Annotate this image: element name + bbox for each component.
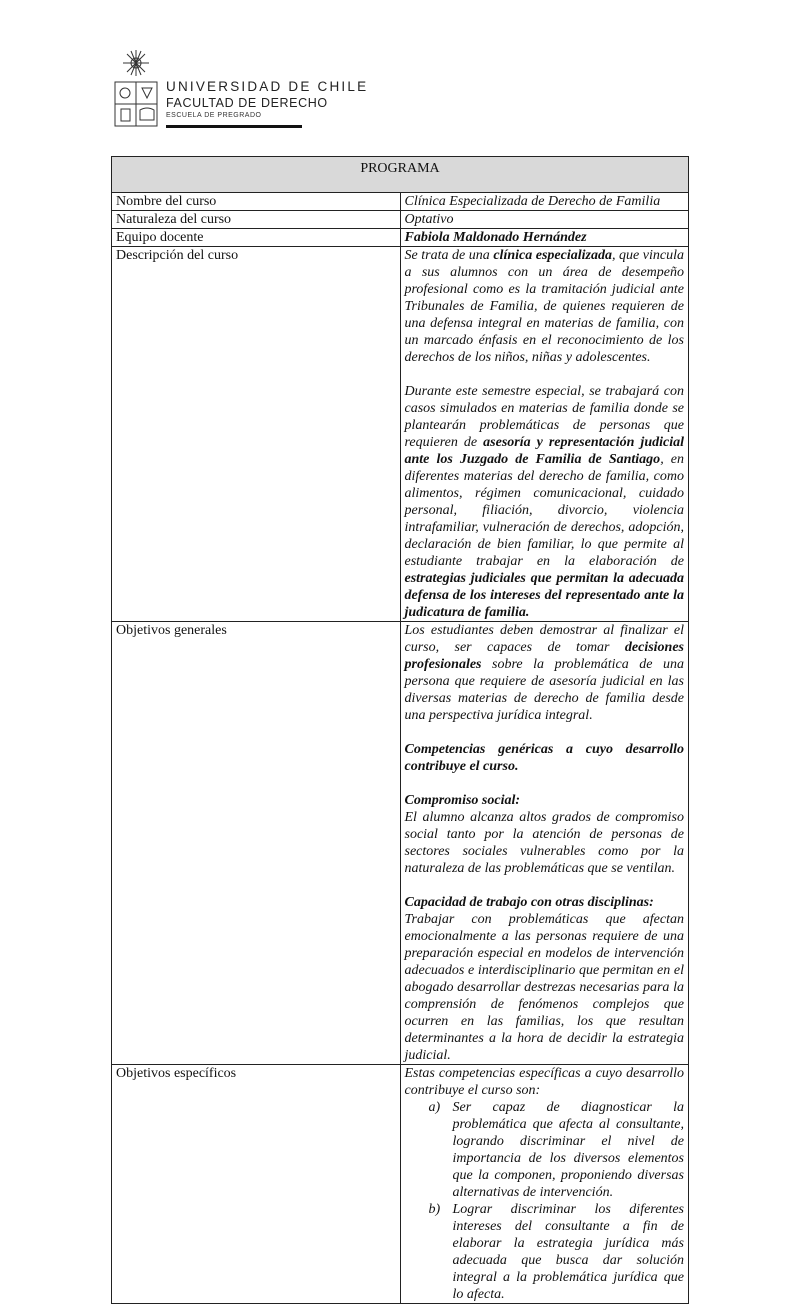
description-text: , que vincula a sus alumnos con un área de desempeño profesional como es la tramitación judicial ante Tribunales de Familia, de quienes requieren de una defensa integral en materias de familia, con un marcado énfasis en el reconocimiento de los derechos de los niños, niñas y adolescentes. [404, 248, 684, 365]
general-objectives-label: Objetivos generales [112, 622, 401, 1065]
nature-value: Optativo [400, 211, 689, 229]
list-item-text: Ser capaz de diagnosticar la problemática que afecta al consultante, logrando discriminar el nivel de importancia de los diversos elementos que la componen, proponiendo diversas alternativas de intervención. [452, 1100, 684, 1200]
specific-objectives-list [405, 1099, 685, 1303]
interdisciplinary-heading: Capacidad de trabajo con otras disciplinas: [404, 895, 654, 910]
team-label: Equipo docente [112, 229, 401, 247]
program-table [111, 156, 689, 1304]
competencies-heading: Competencias genéricas a cuyo desarrollo contribuye el curso. [404, 742, 684, 774]
description-emphasis: asesoría y representación judicial ante los Juzgado de Familia de Santiago [404, 435, 684, 467]
list-item-text: Lograr discriminar los diferentes intereses del consultante a fin de elaborar la estrategia jurídica más adecuada que busca dar solución integral a la problemática jurídica que lo afecta. [452, 1202, 684, 1302]
table-row [112, 211, 689, 229]
specific-objectives-label: Objetivos específicos [112, 1065, 401, 1304]
objectives-emphasis: decisiones profesionales [404, 640, 684, 672]
table-row [112, 622, 689, 1065]
specific-objectives-value [400, 1065, 689, 1304]
objectives-text: sobre la problemática de una persona que requiere de asesoría judicial en las diversas materias de derecho de familia desde una perspectiva jurídica integral. [404, 657, 684, 723]
general-objectives-value [400, 622, 689, 1065]
list-marker: b) [428, 1202, 441, 1217]
interdisciplinary-text: Trabajar con problemáticas que afectan emocionalmente a las personas requiere de una preparación especial en modelos de intervención adecuados e interdisciplinario que permitan en el abogado desarrollar destrezas necesarias para la comprensión de fenómenos complejos que ocurren en las familias, los que resultan determinantes a la hora de decidir la estrategia judicial. [404, 912, 684, 1063]
program-title-row [112, 157, 689, 193]
list-item [428, 1201, 685, 1303]
university-name: UNIVERSIDAD DE CHILE [166, 79, 369, 94]
table-row [112, 247, 689, 622]
description-paragraph-1 [405, 247, 685, 366]
specific-objectives-intro: Estas competencias específicas a cuyo desarrollo contribuye el curso son: [404, 1066, 684, 1098]
table-row [112, 1065, 689, 1304]
table-row [112, 229, 689, 247]
general-objectives-paragraph [405, 622, 685, 724]
description-label: Descripción del curso [112, 247, 401, 622]
course-name-label: Nombre del curso [112, 193, 401, 211]
description-paragraph-2 [405, 383, 685, 621]
social-commitment-heading: Compromiso social: [404, 793, 521, 808]
table-row [112, 193, 689, 211]
team-value: Fabiola Maldonado Hernández [400, 229, 689, 247]
objectives-text: Los estudiantes deben demostrar al finalizar el curso, ser capaces de tomar [404, 623, 684, 655]
course-name-value: Clínica Especializada de Derecho de Familia [400, 193, 689, 211]
list-item [428, 1099, 685, 1201]
social-commitment-text: El alumno alcanza altos grados de compromiso social tanto por la atención de personas de sectores sociales vulnerables como por la naturaleza de las problemáticas que se ventilan. [404, 810, 684, 876]
header-rule [166, 125, 302, 128]
university-logo [112, 50, 369, 130]
faculty-name: FACULTAD DE DERECHO [166, 96, 328, 110]
description-emphasis: clínica especializada [493, 248, 612, 263]
list-marker: a) [428, 1100, 441, 1115]
description-text: Se trata de una [404, 248, 494, 263]
program-title: PROGRAMA [112, 157, 689, 193]
description-emphasis: estrategias judiciales que permitan la adecuada defensa de los intereses del representado ante la judicatura de familia. [404, 571, 684, 620]
nature-label: Naturaleza del curso [112, 211, 401, 229]
university-seal-icon [112, 50, 160, 128]
description-text: , en diferentes materias del derecho de familia, como alimentos, régimen comunicacional, cuidado personal, filiación, divorcio, violencia intrafamiliar, vulneración de derechos, adopción, declaración de bien familiar, lo que permite al estudiante trabajar en la elaboración de [404, 452, 684, 569]
description-value [400, 247, 689, 622]
description-text: Durante este semestre especial, se trabajará con casos simulados en materias de familia donde se plantearán problemáticas de personas que requieren de [404, 384, 684, 450]
school-name: ESCUELA DE PREGRADO [166, 112, 262, 119]
